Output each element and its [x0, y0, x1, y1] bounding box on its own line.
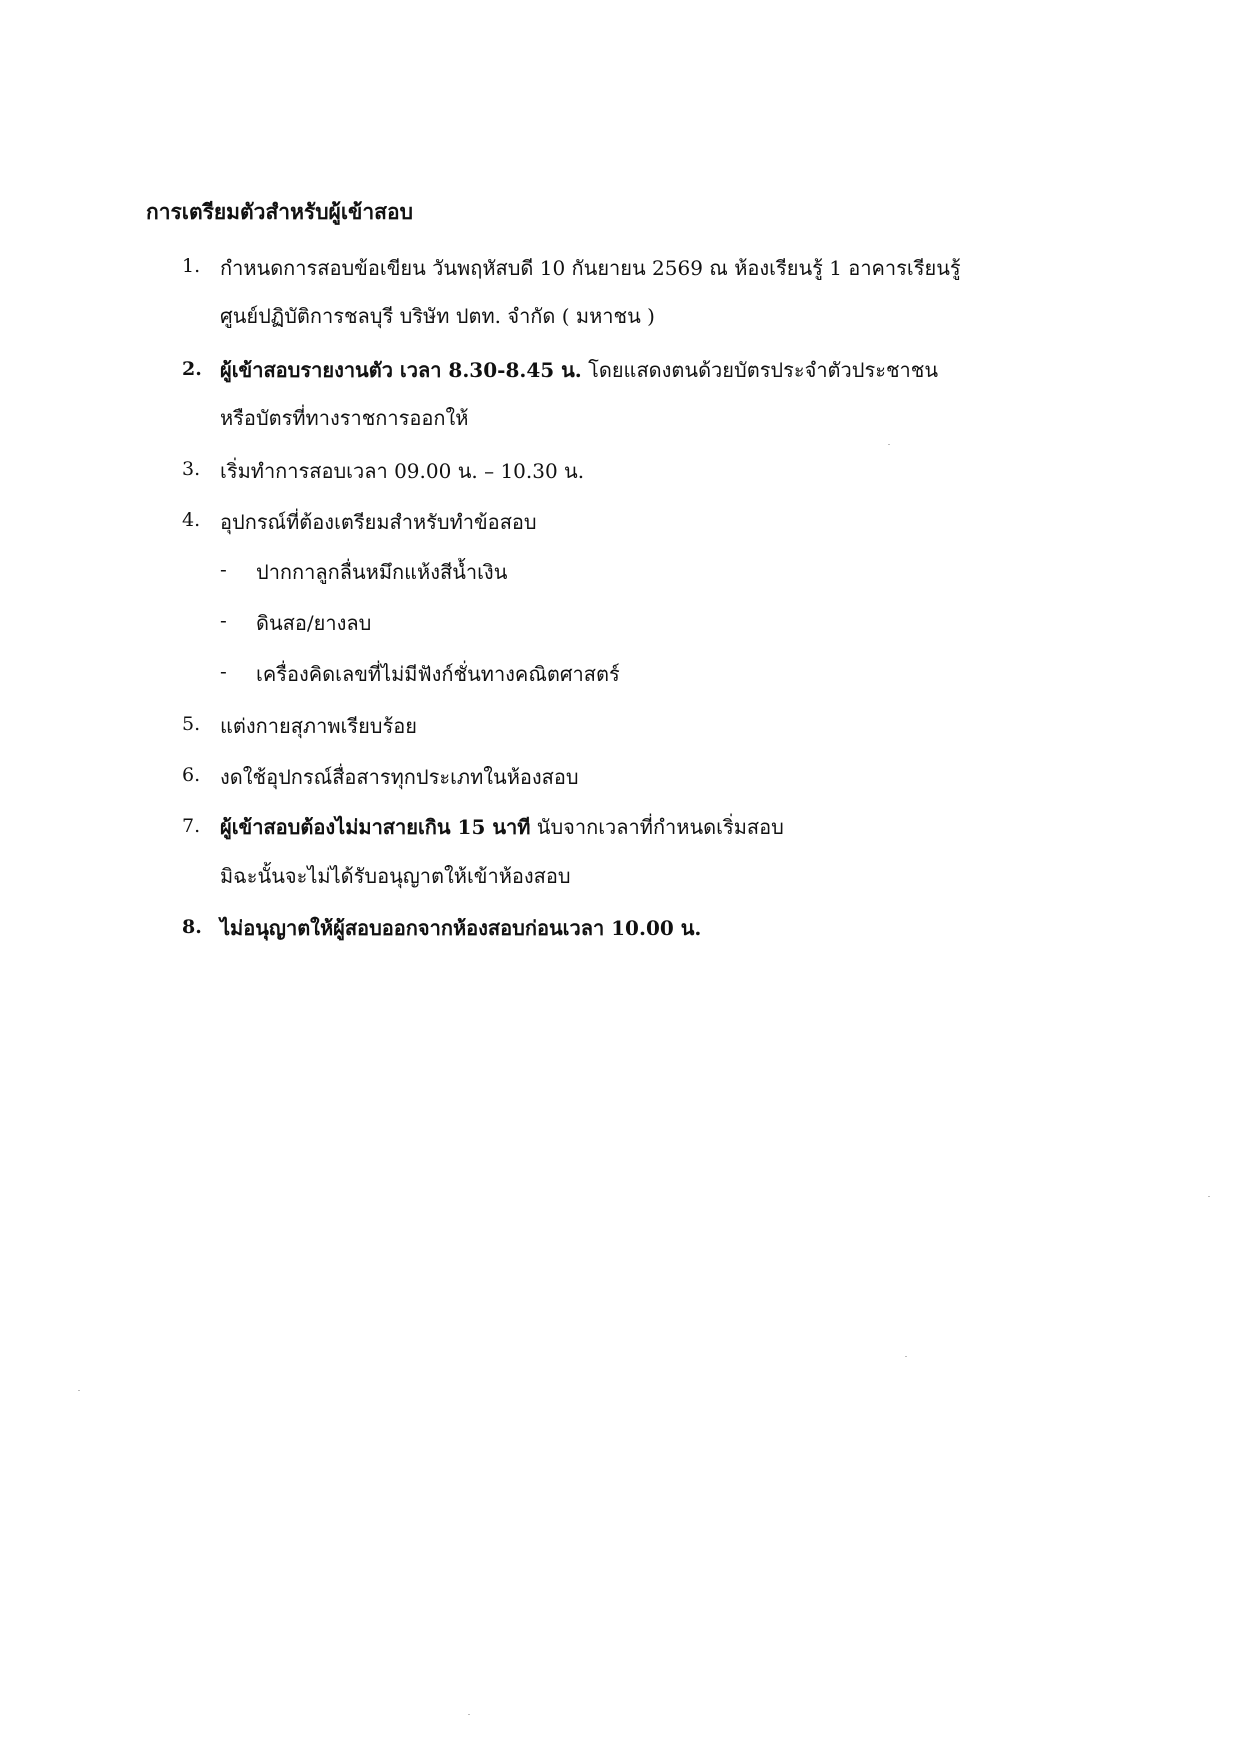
item-text: กำหนดการสอบข้อเขียน วันพฤหัสบดี 10 กันยายน 2569 ณ ห้องเรียนรู้ 1 อาคารเรียนรู้	[220, 256, 961, 280]
scan-speck	[1208, 1196, 1210, 1197]
item-number: 3.	[182, 458, 201, 480]
scan-speck	[78, 1390, 80, 1391]
item-text	[220, 354, 938, 386]
item-bold-text: ผู้เข้าสอบรายงานตัว เวลา 8.30-8.45 น.	[220, 358, 582, 382]
sub-item-dash: -	[220, 659, 227, 683]
item-text: เริ่มทำการสอบเวลา 09.00 น. – 10.30 น.	[220, 459, 585, 483]
item-number: 7.	[182, 815, 201, 837]
sub-item-text: ดินสอ/ยางลบ	[256, 611, 372, 635]
item-continuation: มิฉะนั้นจะไม่ได้รับอนุญาตให้เข้าห้องสอบ	[220, 864, 571, 888]
scan-speck	[905, 1356, 907, 1357]
sub-item-dash: -	[220, 608, 227, 632]
item-number: 2.	[182, 358, 202, 380]
item-number: 1.	[182, 255, 201, 277]
sub-item-text: ปากกาลูกลื่นหมึกแห้งสีน้ำเงิน	[256, 560, 508, 584]
scan-speck	[468, 1714, 470, 1715]
item-text: งดใช้อุปกรณ์สื่อสารทุกประเภทในห้องสอบ	[220, 765, 579, 789]
item-number: 4.	[182, 509, 201, 531]
sub-item-text: เครื่องคิดเลขที่ไม่มีฟังก์ชั่นทางคณิตศาสตร์	[256, 662, 620, 686]
item-regular-text: โดยแสดงตนด้วยบัตรประจำตัวประชาชน	[581, 358, 939, 382]
item-text: อุปกรณ์ที่ต้องเตรียมสำหรับทำข้อสอบ	[220, 510, 537, 534]
item-regular-text: นับจากเวลาที่กำหนดเริ่มสอบ	[530, 815, 784, 839]
document-title: การเตรียมตัวสำหรับผู้เข้าสอบ	[146, 199, 413, 224]
item-text	[220, 811, 784, 843]
sub-item-dash: -	[220, 557, 227, 581]
item-bold-text: ไม่อนุญาตให้ผู้สอบออกจากห้องสอบก่อนเวลา 10.00 น.	[220, 916, 702, 940]
item-number: 5.	[182, 713, 201, 735]
item-text: แต่งกายสุภาพเรียบร้อย	[220, 714, 417, 738]
item-continuation: หรือบัตรที่ทางราชการออกให้	[220, 406, 469, 430]
item-continuation: ศูนย์ปฏิบัติการชลบุรี บริษัท ปตท. จำกัด ( มหาชน )	[220, 304, 655, 328]
scan-speck	[888, 444, 890, 445]
item-number: 8.	[182, 916, 202, 938]
item-bold-text: ผู้เข้าสอบต้องไม่มาสายเกิน 15 นาที	[220, 815, 531, 839]
item-number: 6.	[182, 764, 201, 786]
